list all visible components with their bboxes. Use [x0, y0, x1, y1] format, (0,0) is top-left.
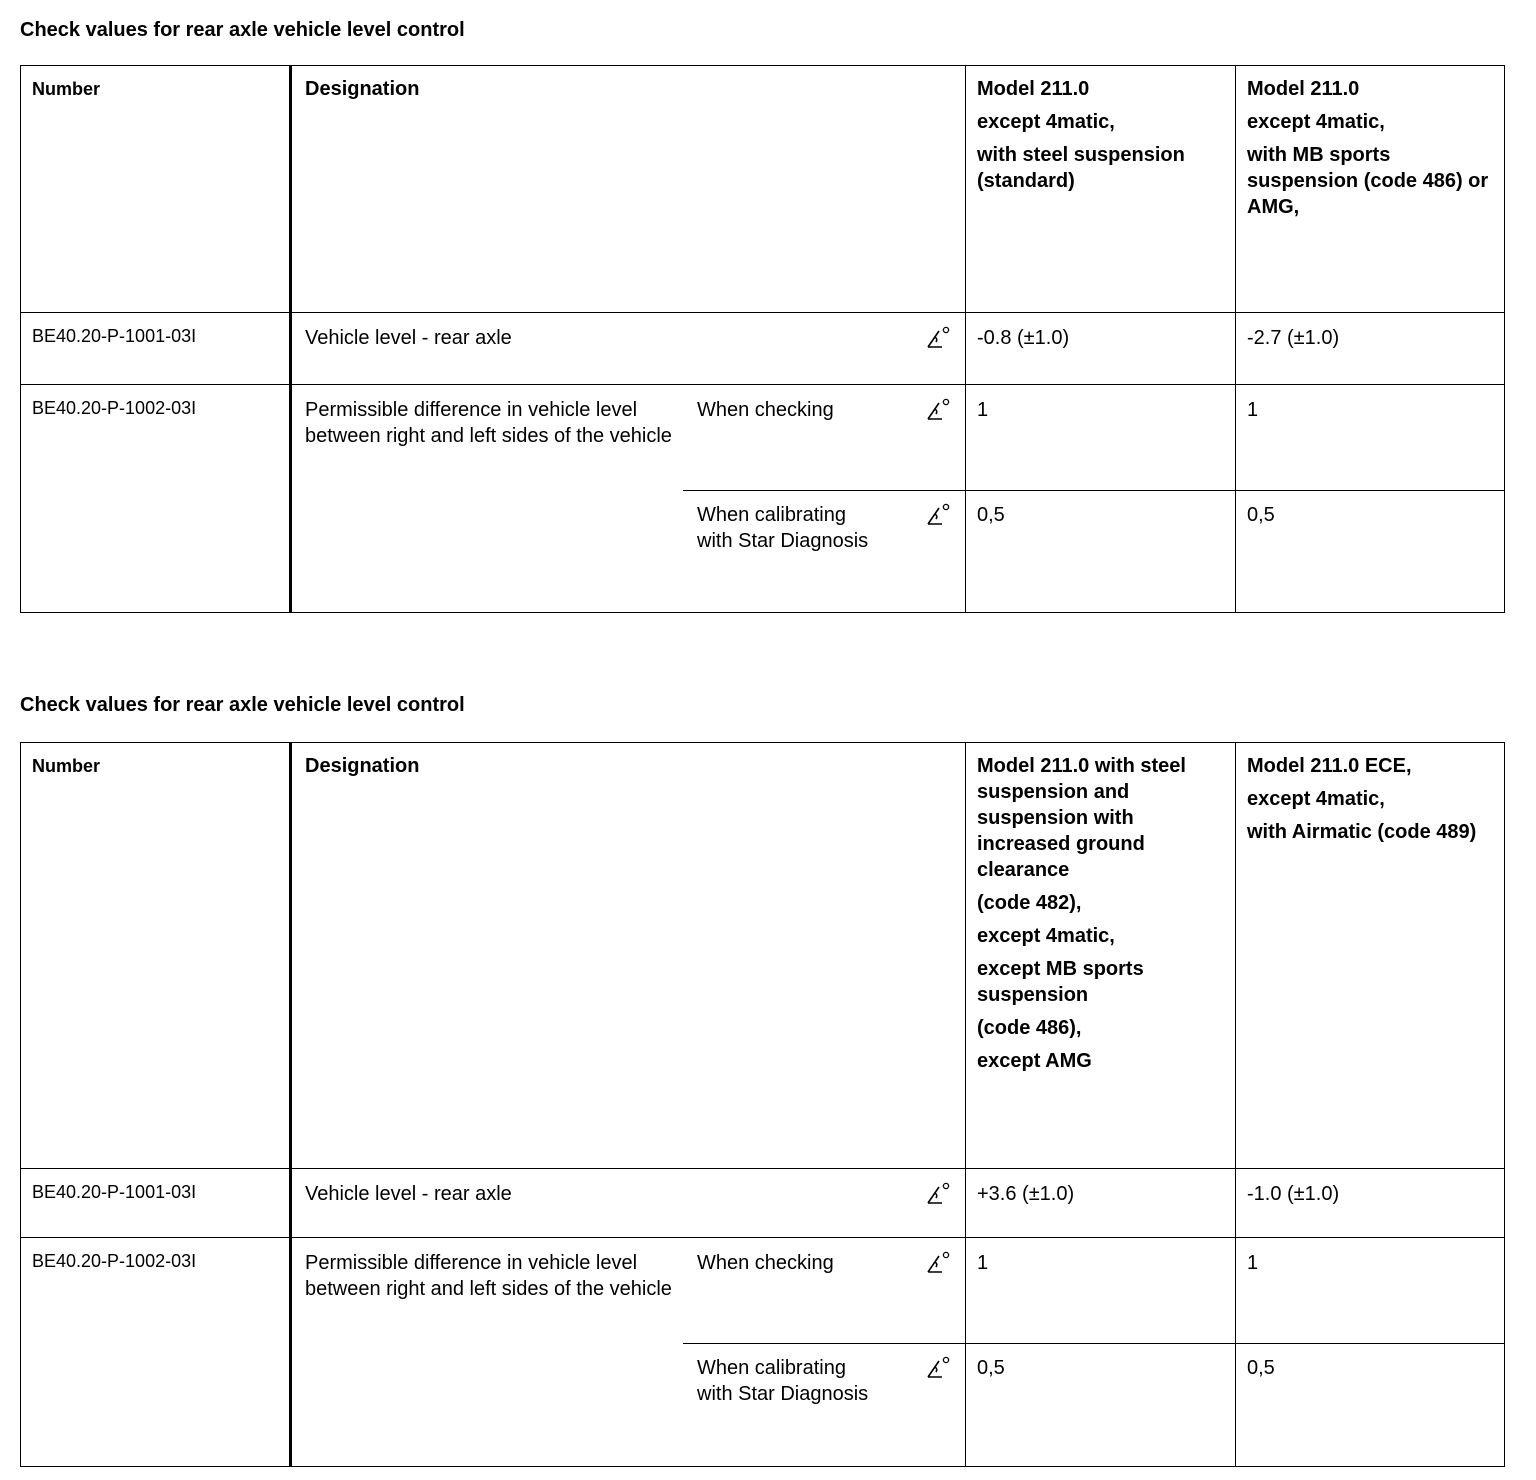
header-model-a-line: Model 211.0 with steel suspension and suspension with increased ground clearance — [977, 755, 1186, 881]
row-value-model-a: -0.8 (±1.0) — [966, 313, 1236, 385]
header-number: Number — [21, 743, 291, 1169]
row-value-model-a: +3.6 (±1.0) — [966, 1169, 1236, 1238]
condition-label: When calibrating with Star Diagnosis — [697, 504, 869, 552]
angle-degree-icon — [925, 397, 953, 423]
check-values-table — [20, 742, 1505, 1467]
angle-degree-icon — [925, 1355, 953, 1381]
section-title: Check values for rear axle vehicle level control — [20, 19, 465, 41]
condition-divider — [966, 490, 1235, 491]
row-value-model-b: -2.7 (±1.0) — [1236, 313, 1505, 385]
condition-divider — [1236, 490, 1504, 491]
condition-value: 0,5 — [977, 1357, 1005, 1379]
designation-text: Permissible difference in vehicle level between right and left sides of the vehicle — [305, 399, 672, 447]
condition-label: When calibrating with Star Diagnosis — [697, 1357, 869, 1405]
row-value-model-b — [1236, 385, 1505, 613]
row-value-model-a — [966, 1238, 1236, 1467]
designation-text: Vehicle level - rear axle — [305, 327, 512, 349]
condition-label: When checking — [697, 1252, 834, 1274]
row-value-model-b: -1.0 (±1.0) — [1236, 1169, 1505, 1238]
header-model-a-line: except 4matic, — [977, 925, 1115, 947]
header-designation: Designation — [291, 66, 966, 313]
header-model-a-line: with steel suspension (standard) — [977, 144, 1185, 192]
condition-value: 1 — [977, 1252, 989, 1274]
row-number: BE40.20-P-1002-03I — [21, 1238, 291, 1467]
header-model-b — [1236, 743, 1505, 1169]
row-number: BE40.20-P-1002-03I — [21, 385, 291, 613]
table-header-row — [21, 66, 1505, 313]
header-model-a-line: except 4matic, — [977, 111, 1115, 133]
angle-degree-icon — [925, 1250, 953, 1276]
condition-label: When checking — [697, 399, 834, 421]
section-title: Check values for rear axle vehicle level control — [20, 694, 465, 716]
header-model-b-line: with MB sports suspension (code 486) or AMG, — [1247, 144, 1489, 218]
header-model-a — [966, 66, 1236, 313]
condition-value: 1 — [1247, 399, 1259, 421]
angle-degree-icon — [925, 1181, 953, 1207]
row-number: BE40.20-P-1001-03I — [21, 1169, 291, 1238]
header-model-a-line: Model 211.0 — [977, 78, 1090, 100]
header-model-b — [1236, 66, 1505, 313]
header-model-a-line: (code 482), — [977, 892, 1082, 914]
row-designation — [291, 1169, 966, 1238]
designation-text: Vehicle level - rear axle — [305, 1183, 512, 1205]
row-number: BE40.20-P-1001-03I — [21, 313, 291, 385]
header-number: Number — [21, 66, 291, 313]
condition-value: 0,5 — [1247, 1357, 1275, 1379]
table-row — [21, 313, 1505, 385]
header-designation: Designation — [291, 743, 966, 1169]
designation-text: Permissible difference in vehicle level between right and left sides of the vehicle — [305, 1252, 672, 1300]
table-header-row — [21, 743, 1505, 1169]
table-row — [21, 1238, 1505, 1467]
row-value-model-b — [1236, 1238, 1505, 1467]
angle-degree-icon — [925, 325, 953, 351]
header-model-b-line: Model 211.0 — [1247, 78, 1360, 100]
row-designation — [291, 1238, 966, 1467]
condition-value: 1 — [1247, 1252, 1259, 1274]
condition-divider — [1236, 1343, 1504, 1344]
header-model-a-line: except AMG — [977, 1050, 1092, 1072]
condition-divider — [683, 490, 965, 491]
table-row — [21, 1169, 1505, 1238]
check-values-table — [20, 65, 1505, 613]
condition-value: 0,5 — [977, 504, 1005, 526]
row-designation — [291, 313, 966, 385]
header-model-b-line: except 4matic, — [1247, 788, 1385, 810]
header-model-a — [966, 743, 1236, 1169]
angle-degree-icon — [925, 502, 953, 528]
row-value-model-a — [966, 385, 1236, 613]
condition-value: 0,5 — [1247, 504, 1275, 526]
header-model-b-line: except 4matic, — [1247, 111, 1385, 133]
header-model-a-line: (code 486), — [977, 1017, 1082, 1039]
condition-value: 1 — [977, 399, 989, 421]
row-designation — [291, 385, 966, 613]
header-model-b-line: Model 211.0 ECE, — [1247, 755, 1412, 777]
header-model-a-line: except MB sports suspension — [977, 958, 1144, 1006]
condition-divider — [683, 1343, 965, 1344]
header-model-b-line: with Airmatic (code 489) — [1247, 821, 1477, 843]
table-row — [21, 385, 1505, 613]
condition-divider — [966, 1343, 1235, 1344]
